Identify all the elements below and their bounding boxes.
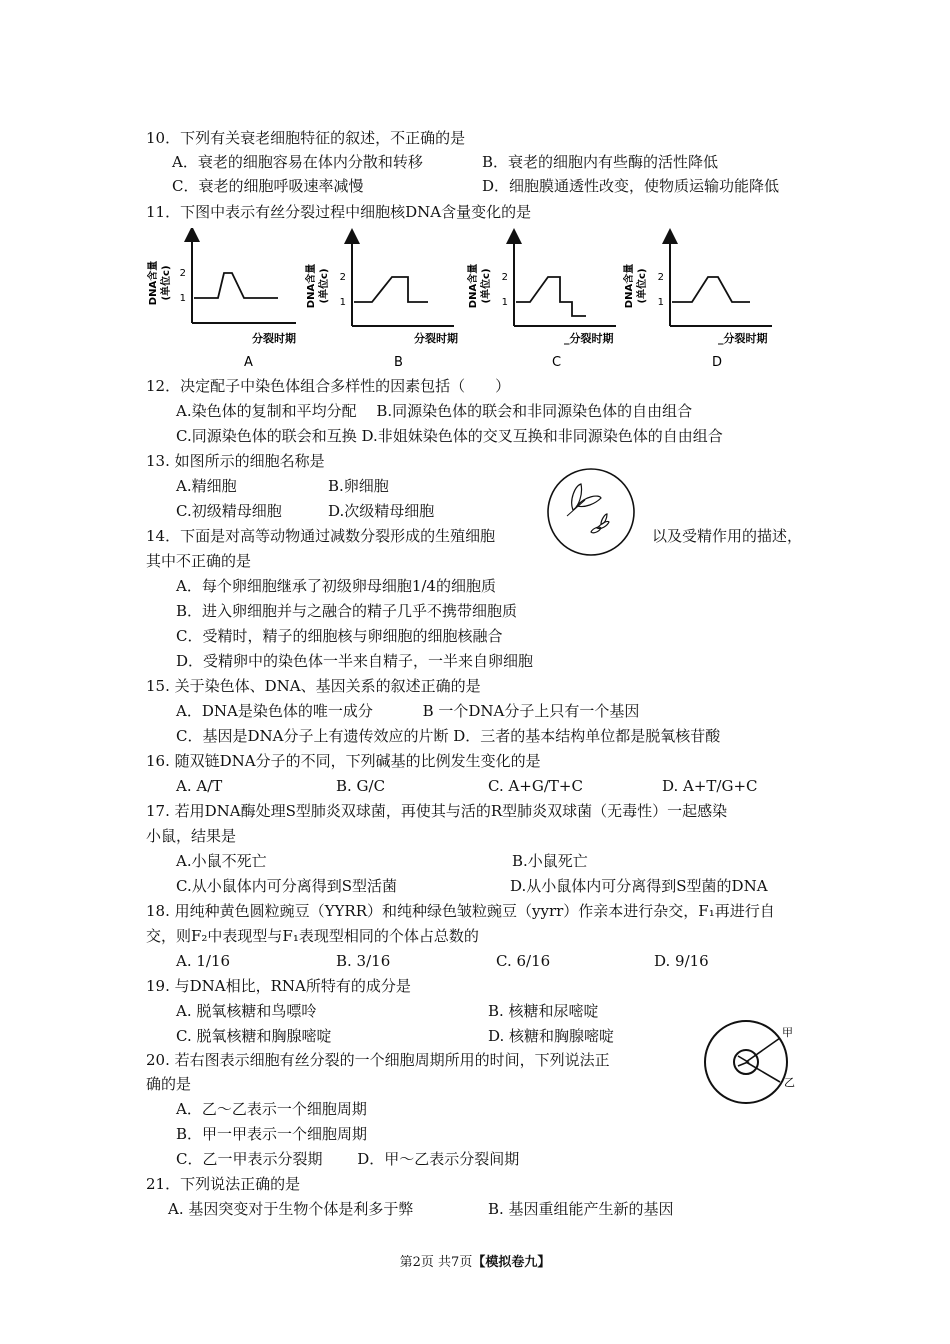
svg-text:1: 1 bbox=[657, 297, 664, 308]
q17-option-a: A.小鼠不死亡 bbox=[176, 852, 267, 870]
q11-stem: 11．下图中表示有丝分裂过程中细胞核DNA含量变化的是 bbox=[146, 203, 532, 221]
q16-option-a: A. A/T bbox=[176, 777, 223, 795]
q16-option-d: D. A+T/G+C bbox=[662, 777, 758, 795]
q18-option-b: B. 3/16 bbox=[336, 952, 391, 970]
q12-options-ab: A.染色体的复制和平均分配 B.同源染色体的联会和非同源染色体的自由组合 bbox=[176, 402, 693, 420]
svg-text:2: 2 bbox=[339, 272, 346, 283]
svg-text:分裂时期: 分裂时期 bbox=[414, 332, 458, 345]
q14-option-b: B．进入卵细胞并与之融合的精子几乎不携带细胞质 bbox=[176, 602, 518, 620]
svg-text:(单位c): (单位c) bbox=[319, 268, 330, 304]
q17-option-b: B.小鼠死亡 bbox=[512, 852, 588, 870]
q20-stem: 20. 若右图表示细胞有丝分裂的一个细胞周期所用的时间，下列说法正 bbox=[146, 1051, 610, 1069]
svg-text:甲: 甲 bbox=[782, 1026, 793, 1039]
q15-stem: 15. 关于染色体、DNA、基因关系的叙述正确的是 bbox=[146, 677, 481, 695]
q17-stem-2: 小鼠，结果是 bbox=[146, 827, 237, 845]
svg-text:A: A bbox=[244, 355, 253, 370]
q10-stem: 10．下列有关衰老细胞特征的叙述，不正确的是 bbox=[146, 129, 466, 147]
svg-text:(单位c): (单位c) bbox=[481, 268, 492, 304]
q12-stem: 12．决定配子中染色体组合多样性的因素包括（ ） bbox=[146, 377, 511, 395]
q20-option-a: A．乙～乙表示一个细胞周期 bbox=[176, 1100, 367, 1118]
q13-option-a: A.精细胞 bbox=[176, 477, 237, 495]
q10-option-a: A．衰老的细胞容易在体内分散和转移 bbox=[172, 153, 423, 171]
q17-option-d: D.从小鼠体内可分离得到S型菌的DNA bbox=[510, 877, 768, 895]
svg-text:2: 2 bbox=[179, 268, 186, 279]
q11-graphs bbox=[146, 228, 796, 376]
svg-text:1: 1 bbox=[501, 297, 508, 308]
q19-option-c: C. 脱氧核糖和胸腺嘧啶 bbox=[176, 1027, 332, 1045]
svg-text:DNA含量: DNA含量 bbox=[624, 263, 635, 309]
svg-text:1: 1 bbox=[179, 293, 186, 304]
q15-options-cd: C．基因是DNA分子上有遗传效应的片断 D．三者的基本结构单位都是脱氧核苷酸 bbox=[176, 727, 721, 745]
q13-option-c: C.初级精母细胞 bbox=[176, 502, 282, 520]
q13-cell-figure bbox=[545, 466, 637, 558]
q10-option-c: C．衰老的细胞呼吸速率减慢 bbox=[172, 177, 364, 195]
svg-text:1: 1 bbox=[339, 297, 346, 308]
q11-graphs-svg bbox=[146, 228, 796, 376]
q14-stem-cont: 以及受精作用的描述， bbox=[652, 527, 803, 545]
q10-option-d: D．细胞膜通透性改变，使物质运输功能降低 bbox=[482, 177, 780, 195]
q10-option-b: B．衰老的细胞内有些酶的活性降低 bbox=[482, 153, 719, 171]
q20-cycle-figure bbox=[700, 1016, 800, 1120]
page-footer bbox=[0, 1253, 950, 1273]
q13-stem: 13. 如图所示的细胞名称是 bbox=[146, 452, 325, 470]
q18-option-d: D. 9/16 bbox=[654, 952, 709, 970]
q14-stem: 14．下面是对高等动物通过减数分裂形成的生殖细胞 bbox=[146, 527, 496, 545]
q13-option-d: D.次级精母细胞 bbox=[328, 502, 435, 520]
q18-option-c: C. 6/16 bbox=[496, 952, 551, 970]
exam-tag: 【模拟卷九】 bbox=[472, 1255, 551, 1270]
q16-stem: 16. 随双链DNA分子的不同，下列碱基的比例发生变化的是 bbox=[146, 752, 541, 770]
q18-option-a: A. 1/16 bbox=[176, 952, 231, 970]
q21-option-a: A. 基因突变对于生物个体是利多于弊 bbox=[168, 1200, 414, 1218]
svg-text:DNA含量: DNA含量 bbox=[468, 263, 479, 309]
svg-text:2: 2 bbox=[501, 272, 508, 283]
graph-a bbox=[146, 234, 296, 370]
q21-option-b: B. 基因重组能产生新的基因 bbox=[488, 1200, 674, 1218]
svg-text:2: 2 bbox=[657, 272, 664, 283]
svg-text:DNA含量: DNA含量 bbox=[306, 263, 317, 309]
q18-stem-2: 交，则F₂中表现型与F₁表现型相同的个体占总数的 bbox=[146, 927, 479, 945]
q15-options-ab: A．DNA是染色体的唯一成分 B 一个DNA分子上只有一个基因 bbox=[176, 702, 640, 720]
graph-b bbox=[304, 236, 458, 370]
svg-text:_分裂时期: _分裂时期 bbox=[564, 332, 614, 345]
q19-option-b: B. 核糖和尿嘧啶 bbox=[488, 1002, 599, 1020]
q18-stem: 18. 用纯种黄色圆粒豌豆（YYRR）和纯种绿色皱粒豌豆（yyrr）作亲本进行杂交，F₁再进行自 bbox=[146, 902, 775, 920]
svg-text:(单位c): (单位c) bbox=[161, 265, 172, 301]
q19-stem: 19. 与DNA相比，RNA所特有的成分是 bbox=[146, 977, 411, 995]
svg-text:_分裂时期: _分裂时期 bbox=[718, 332, 768, 345]
q14-option-d: D．受精卵中的染色体一半来自精子，一半来自卵细胞 bbox=[176, 652, 534, 670]
q20-options-cd: C．乙一甲表示分裂期 D．甲～乙表示分裂间期 bbox=[176, 1150, 520, 1168]
svg-text:(单位c): (单位c) bbox=[637, 268, 648, 304]
graph-d bbox=[622, 236, 772, 370]
svg-text:D: D bbox=[712, 355, 723, 370]
svg-text:DNA含量: DNA含量 bbox=[148, 260, 159, 306]
q17-stem: 17. 若用DNA酶处理S型肺炎双球菌，再使其与活的R型肺炎双球菌（无毒性）一起感染 bbox=[146, 802, 728, 820]
svg-text:C: C bbox=[552, 355, 562, 370]
svg-text:乙: 乙 bbox=[784, 1076, 795, 1089]
page-number: 第2页 共7页 bbox=[399, 1255, 473, 1270]
q20-option-b: B．甲一甲表示一个细胞周期 bbox=[176, 1125, 368, 1143]
q13-option-b: B.卵细胞 bbox=[328, 477, 389, 495]
q14-option-a: A．每个卵细胞继承了初级卵母细胞1/4的细胞质 bbox=[176, 577, 496, 595]
q14-stem-2: 其中不正确的是 bbox=[146, 552, 252, 570]
q17-option-c: C.从小鼠体内可分离得到S型活菌 bbox=[176, 877, 397, 895]
svg-text:B: B bbox=[394, 355, 403, 370]
q16-option-c: C. A+G/T+C bbox=[488, 777, 583, 795]
q16-option-b: B. G/C bbox=[336, 777, 386, 795]
q19-option-a: A. 脱氧核糖和鸟嘌呤 bbox=[176, 1002, 317, 1020]
svg-text:分裂时期: 分裂时期 bbox=[252, 332, 296, 345]
q14-option-c: C．受精时，精子的细胞核与卵细胞的细胞核融合 bbox=[176, 627, 503, 645]
q20-stem-2: 确的是 bbox=[146, 1075, 192, 1093]
cell-cycle-diagram bbox=[700, 1016, 800, 1120]
cell-diagram bbox=[545, 466, 637, 558]
q12-options-cd: C.同源染色体的联会和互换 D.非姐妹染色体的交叉互换和非同源染色体的自由组合 bbox=[176, 427, 723, 445]
q21-stem: 21．下列说法正确的是 bbox=[146, 1175, 301, 1193]
graph-c bbox=[466, 236, 616, 370]
q19-option-d: D. 核糖和胸腺嘧啶 bbox=[488, 1027, 615, 1045]
